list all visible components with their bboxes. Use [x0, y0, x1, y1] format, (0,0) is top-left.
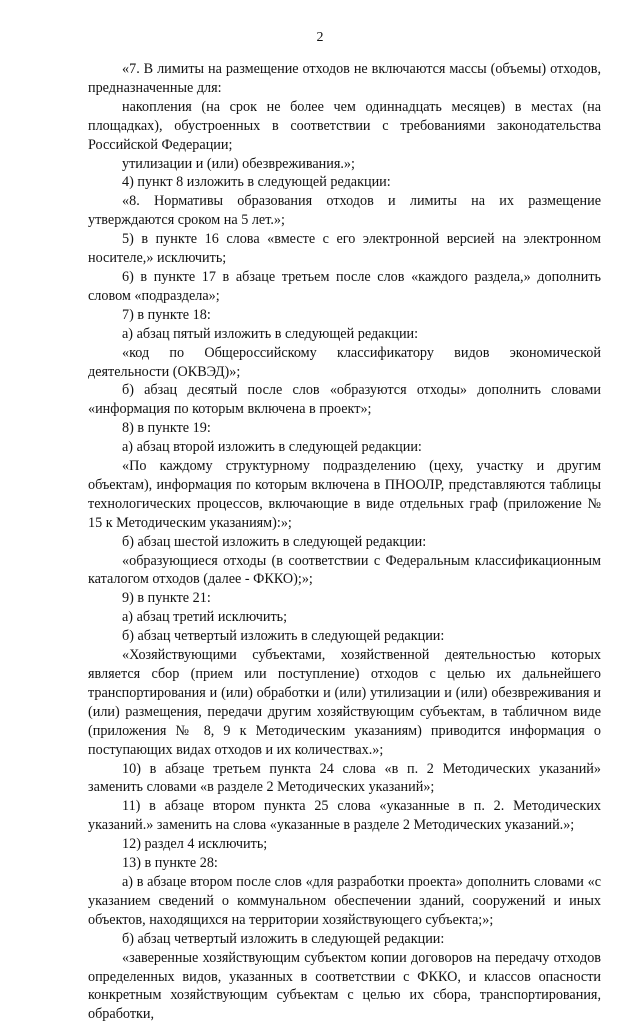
page-number: 2	[316, 30, 324, 45]
paragraph: а) в абзаце втором после слов «для разработки проекта» дополнить словами «с указанием сведений о коммунальном обеспечении зданий, сооружений и иных объектов, находящихся на территории хозяйствующего субъекта;»;	[88, 873, 601, 928]
paragraph: б) абзац десятый после слов «образуются отходы» дополнить словами «информация по которым включена в проект»;	[88, 382, 601, 418]
paragraph: 9) в пункте 21:	[122, 590, 211, 607]
paragraph: 12) раздел 4 исключить;	[122, 836, 268, 853]
paragraph: утилизации и (или) обезвреживания.»;	[122, 155, 355, 172]
paragraph: 4) пункт 8 изложить в следующей редакции:	[122, 174, 391, 191]
paragraph: 10) в абзаце третьем пункта 24 слова «в п. 2 Методических указаний» заменить словами «в разделе 2 Методических указаний»;	[88, 760, 601, 796]
paragraph: «Хозяйствующими субъектами, хозяйственной деятельностью которых является сбор (прием или поступление) отходов с целью их дальнейшего транспортирования и (или) обработки и (или) утилизации и (или) обезвреживания и (или) размещения, передачи другим хозяйствующим субъектам, в табличном виде (приложения № 8, 9 к Методическим указаниям) приводится информация о поступающих видах отходов и их количествах.»;	[88, 647, 601, 758]
paragraph: «образующиеся отходы (в соответствии с Федеральным классификационным каталогом отходов (далее - ФККО);»;	[88, 552, 601, 588]
paragraph: б) абзац четвертый изложить в следующей редакции:	[122, 628, 445, 645]
paragraph: 13) в пункте 28:	[122, 855, 218, 872]
paragraph: а) абзац второй изложить в следующей редакции:	[122, 439, 422, 456]
paragraph: 11) в абзаце втором пункта 25 слова «указанные в п. 2. Методических указаний.» заменить на слова «указанные в разделе 2 Методических указаний.»;	[88, 798, 601, 834]
paragraph: б) абзац шестой изложить в следующей редакции:	[122, 533, 427, 550]
document-body	[88, 60, 601, 1024]
paragraph: б) абзац четвертый изложить в следующей редакции:	[122, 930, 445, 947]
paragraph: а) абзац третий исключить;	[122, 609, 288, 626]
paragraph: «7. В лимиты на размещение отходов не включаются массы (объемы) отходов, предназначенные для:	[88, 61, 601, 96]
paragraph: а) абзац пятый изложить в следующей редакции:	[122, 325, 419, 342]
paragraph: 7) в пункте 18:	[122, 306, 211, 323]
paragraph: «По каждому структурному подразделению (цеху, участку и другим объектам), информация по которым включена в ПНООЛР, представляются таблицы технологических процессов, включающие в виде отдельных граф (приложение № 15 к Методическим указаниям):»;	[88, 458, 601, 531]
paragraph: «заверенные хозяйствующим субъектом копии договоров на передачу отходов определенных видов, указанных в соответствии с ФККО, и классов опасности конкретным хозяйствующим субъектам с целью их сбора, транспортирования, обработки,	[88, 949, 601, 1023]
paragraph: «код по Общероссийскому классификатору видов экономической деятельности (ОКВЭД)»;	[88, 344, 601, 380]
paragraph: 6) в пункте 17 в абзаце третьем после слов «каждого раздела,» дополнить словом «подраздела»;	[88, 268, 601, 304]
paragraph: 8) в пункте 19:	[122, 420, 211, 437]
paragraph: накопления (на срок не более чем одиннадцать месяцев) в местах (на площадках), обустроенных в соответствии с требованиями законодательства Российской Федерации;	[88, 98, 601, 153]
paragraph: «8. Нормативы образования отходов и лимиты на их размещение утверждаются сроком на 5 лет.»;	[88, 193, 601, 229]
paragraph: 5) в пункте 16 слова «вместе с его электронной версией на электронном носителе,» исключить;	[88, 231, 601, 267]
